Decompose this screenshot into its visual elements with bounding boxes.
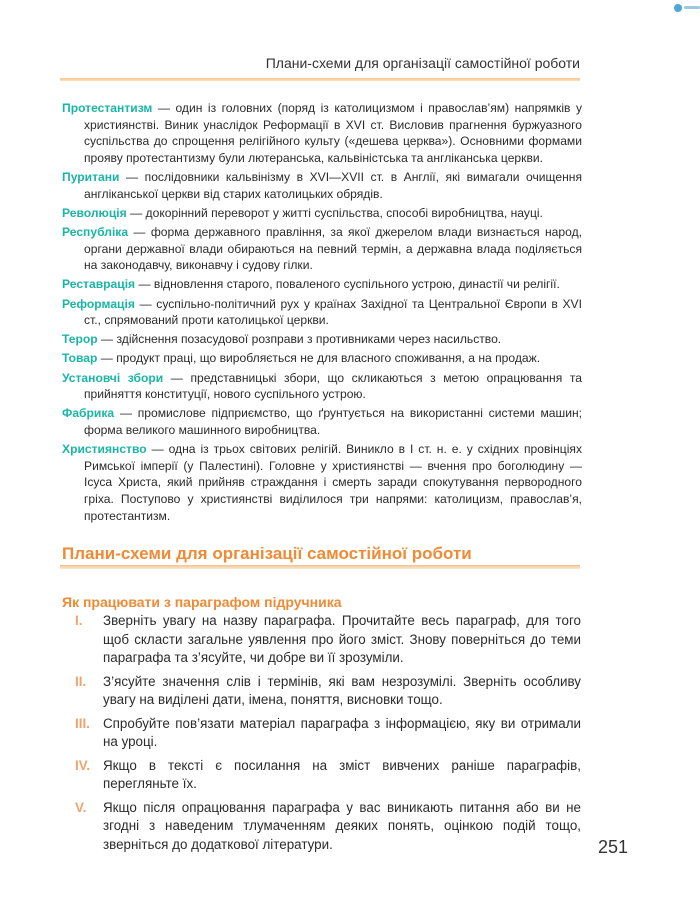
glossary-entry — [62, 296, 582, 329]
glossary-term: Фабрика — [62, 406, 115, 421]
glossary-definition: — продукт праці, що виробляється не для власного споживання, а на продаж. — [97, 351, 541, 366]
header-rule — [60, 78, 580, 81]
glossary-definition: — суспільно-політичний рух у країнах Західної та Центральної Європи в XVI ст., спрямований проти католицької церкви. — [84, 296, 582, 328]
glossary-entry — [62, 224, 582, 274]
glossary-term: Протестантизм — [62, 101, 153, 115]
glossary-term: Республіка — [62, 224, 129, 239]
glossary-term: Християнство — [62, 442, 147, 457]
glossary-entry — [62, 370, 582, 403]
section-rule — [60, 565, 580, 569]
glossary-definition: — промислове підприємство, що ґрунтується на використанні системи машин; форма великого машинного виробництва. — [84, 406, 582, 438]
glossary-entry — [62, 350, 582, 367]
step-text: Зверніть увагу на назву параграфа. Прочитайте весь параграф, для того щоб скласти загальне уявлення про його зміст. Знову поверніться до теми параграфа та з’ясуйте, чи добре ви її зрозуміли. — [103, 613, 581, 665]
glossary-definition: — здійснення позасудової розправи з противниками через насильство. — [97, 332, 502, 347]
section-title: Плани-схеми для організації самостійної роботи — [62, 544, 472, 563]
glossary-definition: — послідовники кальвінізму в XVI—XVII ст. в Англії, які вимагали очищення англіканської церкви від старих католицьких обрядів. — [84, 169, 582, 201]
steps-list — [75, 612, 581, 859]
glossary-definition: — один із головних (поряд із католицизмом і православ’ям) напрямків у християнстві. Виник унаслідок Реформації в XVI ст. Висловив прагнення буржуазного суспільства до спрощення релігійного культу («дешева церква»). Основними формами прояву протестантизму були лютеранська, кальвіністська та англіканська церкви. — [84, 101, 582, 165]
step-numeral: II. — [75, 673, 87, 689]
running-head: Плани-схеми для організації самостійної роботи — [265, 55, 580, 71]
publisher-logo-icon — [674, 3, 700, 13]
glossary — [62, 100, 582, 527]
glossary-term: Реформація — [62, 296, 135, 311]
glossary-definition: — представницькі збори, що скликаються з метою опрацювання та прийняття конституції, нового суспільного устрою. — [84, 370, 583, 402]
glossary-term: Терор — [62, 332, 98, 347]
step-numeral: IV. — [75, 757, 91, 773]
step-text: Якщо в тексті є посилання на зміст вивчених раніше параграфів, перегляньте їх. — [103, 757, 581, 791]
glossary-entry — [62, 441, 582, 524]
step-text: З’ясуйте значення слів і термінів, які вам незрозумілі. Зверніть особливу увагу на виділені дати, імена, поняття, висновки тощо. — [103, 673, 581, 707]
step-item — [75, 757, 581, 794]
step-text: Якщо після опрацювання параграфа у вас виникають питання або ви не згодні з наведеним тлумаченням деяких понять, оцінкою подій тощо, зверніться до додаткової літератури. — [103, 799, 581, 852]
step-item — [75, 612, 581, 668]
glossary-definition: — відновлення старого, поваленого суспільного устрою, династії чи релігії. — [135, 277, 560, 292]
glossary-term: Товар — [62, 351, 98, 366]
glossary-entry — [62, 169, 582, 202]
glossary-term: Революція — [62, 205, 127, 220]
step-numeral: V. — [75, 799, 87, 815]
step-item — [75, 715, 581, 752]
glossary-entry — [62, 205, 582, 222]
step-numeral: III. — [75, 715, 90, 731]
glossary-entry — [62, 100, 582, 166]
page-number: 251 — [598, 837, 629, 857]
glossary-definition: — докорінний переворот у житті суспільства, способі виробництва, науці. — [126, 205, 543, 220]
subheading: Як працювати з параграфом підручника — [62, 594, 342, 610]
glossary-term: Установчі збори — [62, 370, 164, 385]
glossary-definition: — одна із трьох світових релігій. Виникло в I ст. н. е. у східних провінціях Римської імперії (у Палестині). Головне у християнстві — вчення про боголюдину — Ісуса Христа, який прийняв страждання і смерть заради спокутування первородного гріха. Поступово у християнстві виділилося три напрями: католицизм, православ’я, протестантизм. — [84, 442, 582, 523]
step-item — [75, 799, 581, 855]
glossary-entry — [62, 331, 582, 348]
glossary-entry — [62, 405, 582, 438]
step-numeral: I. — [75, 613, 83, 628]
step-item — [75, 673, 581, 710]
glossary-term: Пуритани — [62, 169, 120, 184]
step-text: Спробуйте пов’язати матеріал параграфа з інформацією, яку ви отримали на уроці. — [103, 715, 581, 749]
glossary-entry — [62, 276, 582, 293]
glossary-term: Реставрація — [62, 277, 136, 292]
glossary-definition: — форма державного правління, за якої джерелом влади визнається народ, органи державної влади обираються на певний термін, а державна влада поділяється на законодавчу, виконавчу і судову гілки. — [84, 224, 582, 273]
